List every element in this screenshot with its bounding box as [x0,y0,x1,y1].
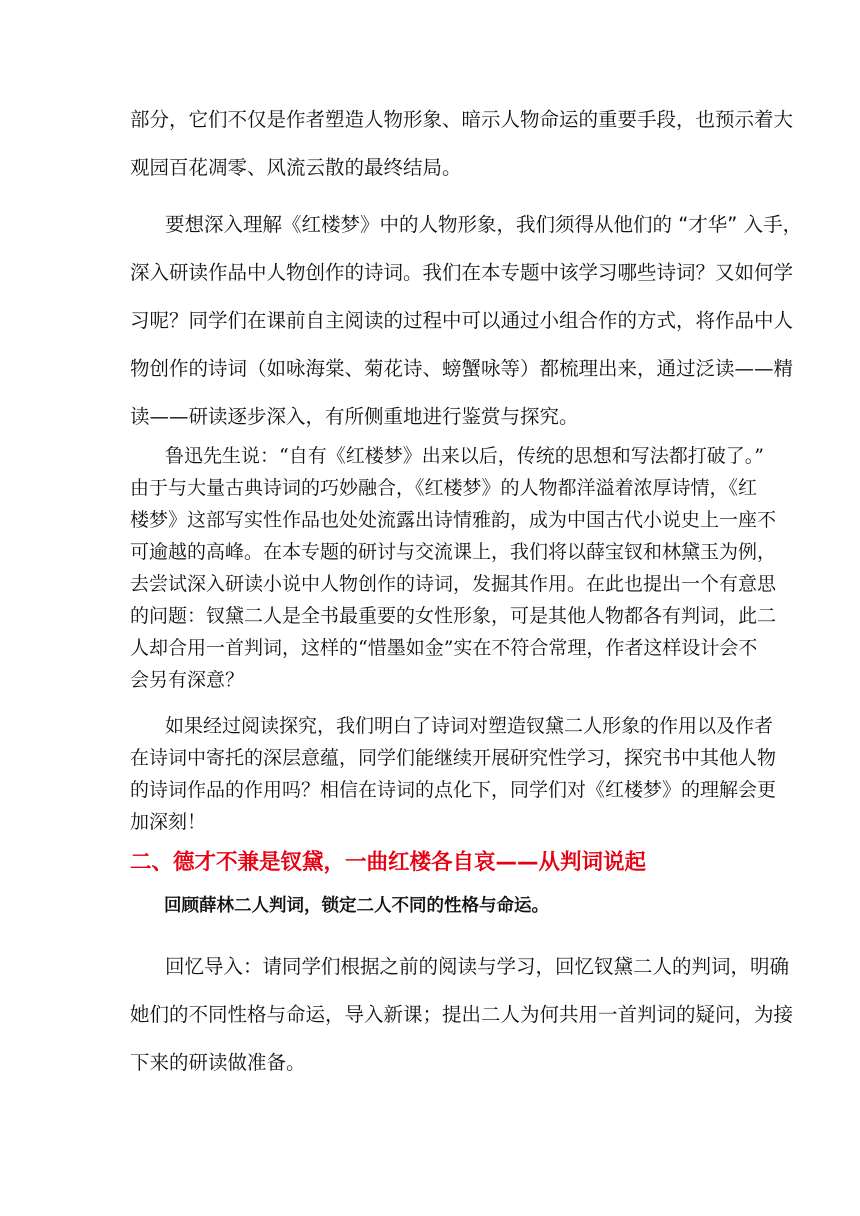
text-line: 下来的研读做准备。 [130,1051,306,1074]
text-line: 她们的不同性格与命运，导入新课；提出二人为何共用一首判词的疑问，为接 [130,1003,794,1026]
text-line: 鲁迅先生说：“自有《红楼梦》出来以后，传统的思想和写法都打破了。” [165,445,764,467]
paragraph-lu-xun-quote [130,440,777,696]
text-line: 物创作的诗词（如咏海棠、菊花诗、螃蟹咏等）都梳理出来，通过泛读——精 [130,357,794,380]
text-line: 在诗词中寄托的深层意蕴，同学们能继续开展研究性学习，探究书中其他人物 [130,747,777,769]
paragraph-further-inquiry [130,710,777,838]
text-line: 加深刻！ [130,811,207,833]
paragraph-review-intro [130,943,794,1087]
text-line: 的诗词作品的作用吗？相信在诗词的点化下，同学们对《红楼梦》的理解会更 [130,779,777,801]
text-line: 会另有深意？ [130,669,245,691]
text-line: 的问题：钗黛二人是全书最重要的女性形象，可是其他人物都各有判词，此二 [130,605,777,627]
paragraph-intro-ending [130,96,794,192]
text-line: 部分，它们不仅是作者塑造人物形象、暗示人物命运的重要手段，也预示着大 [130,108,794,131]
text-line: 观园百花凋零、风流云散的最终结局。 [130,156,462,179]
text-line: 读——研读逐步深入，有所侧重地进行鉴赏与探究。 [130,405,579,428]
text-line: 由于与大量古典诗词的巧妙融合，《红楼梦》的人物都洋溢着浓厚诗情，《红 [130,477,758,499]
section-subheading: 回顾薛林二人判词，锁定二人不同的性格与命运。 [164,896,549,916]
text-line: 人却合用一首判词，这样的“惜墨如金”实在不符合常理，作者这样设计会不 [130,637,758,659]
text-line: 如果经过阅读探究，我们明白了诗词对塑造钗黛二人形象的作用以及作者 [165,715,774,737]
text-line: 习呢？同学们在课前自主阅读的过程中可以通过小组合作的方式，将作品中人 [130,309,794,332]
text-line: 楼梦》这部写实性作品也处处流露出诗情雅韵，成为中国古代小说史上一座不 [130,509,777,531]
text-line: 可逾越的高峰。在本专题的研讨与交流课上，我们将以薛宝钗和林黛玉为例， [130,541,777,563]
text-line: 回忆导入：请同学们根据之前的阅读与学习，回忆钗黛二人的判词，明确 [165,955,790,978]
section-heading: 二、德才不兼是钗黛，一曲红楼各自哀——从判词说起 [130,850,647,875]
text-line: 要想深入理解《红楼梦》中的人物形象，我们须得从他们的 “才华” 入手， [165,213,803,236]
text-line: 去尝试深入研读小说中人物创作的诗词，发掘其作用。在此也提出一个有意思 [130,573,777,595]
paragraph-study-approach [130,201,803,441]
text-line: 深入研读作品中人物创作的诗词。我们在本专题中该学习哪些诗词？又如何学 [130,261,794,284]
